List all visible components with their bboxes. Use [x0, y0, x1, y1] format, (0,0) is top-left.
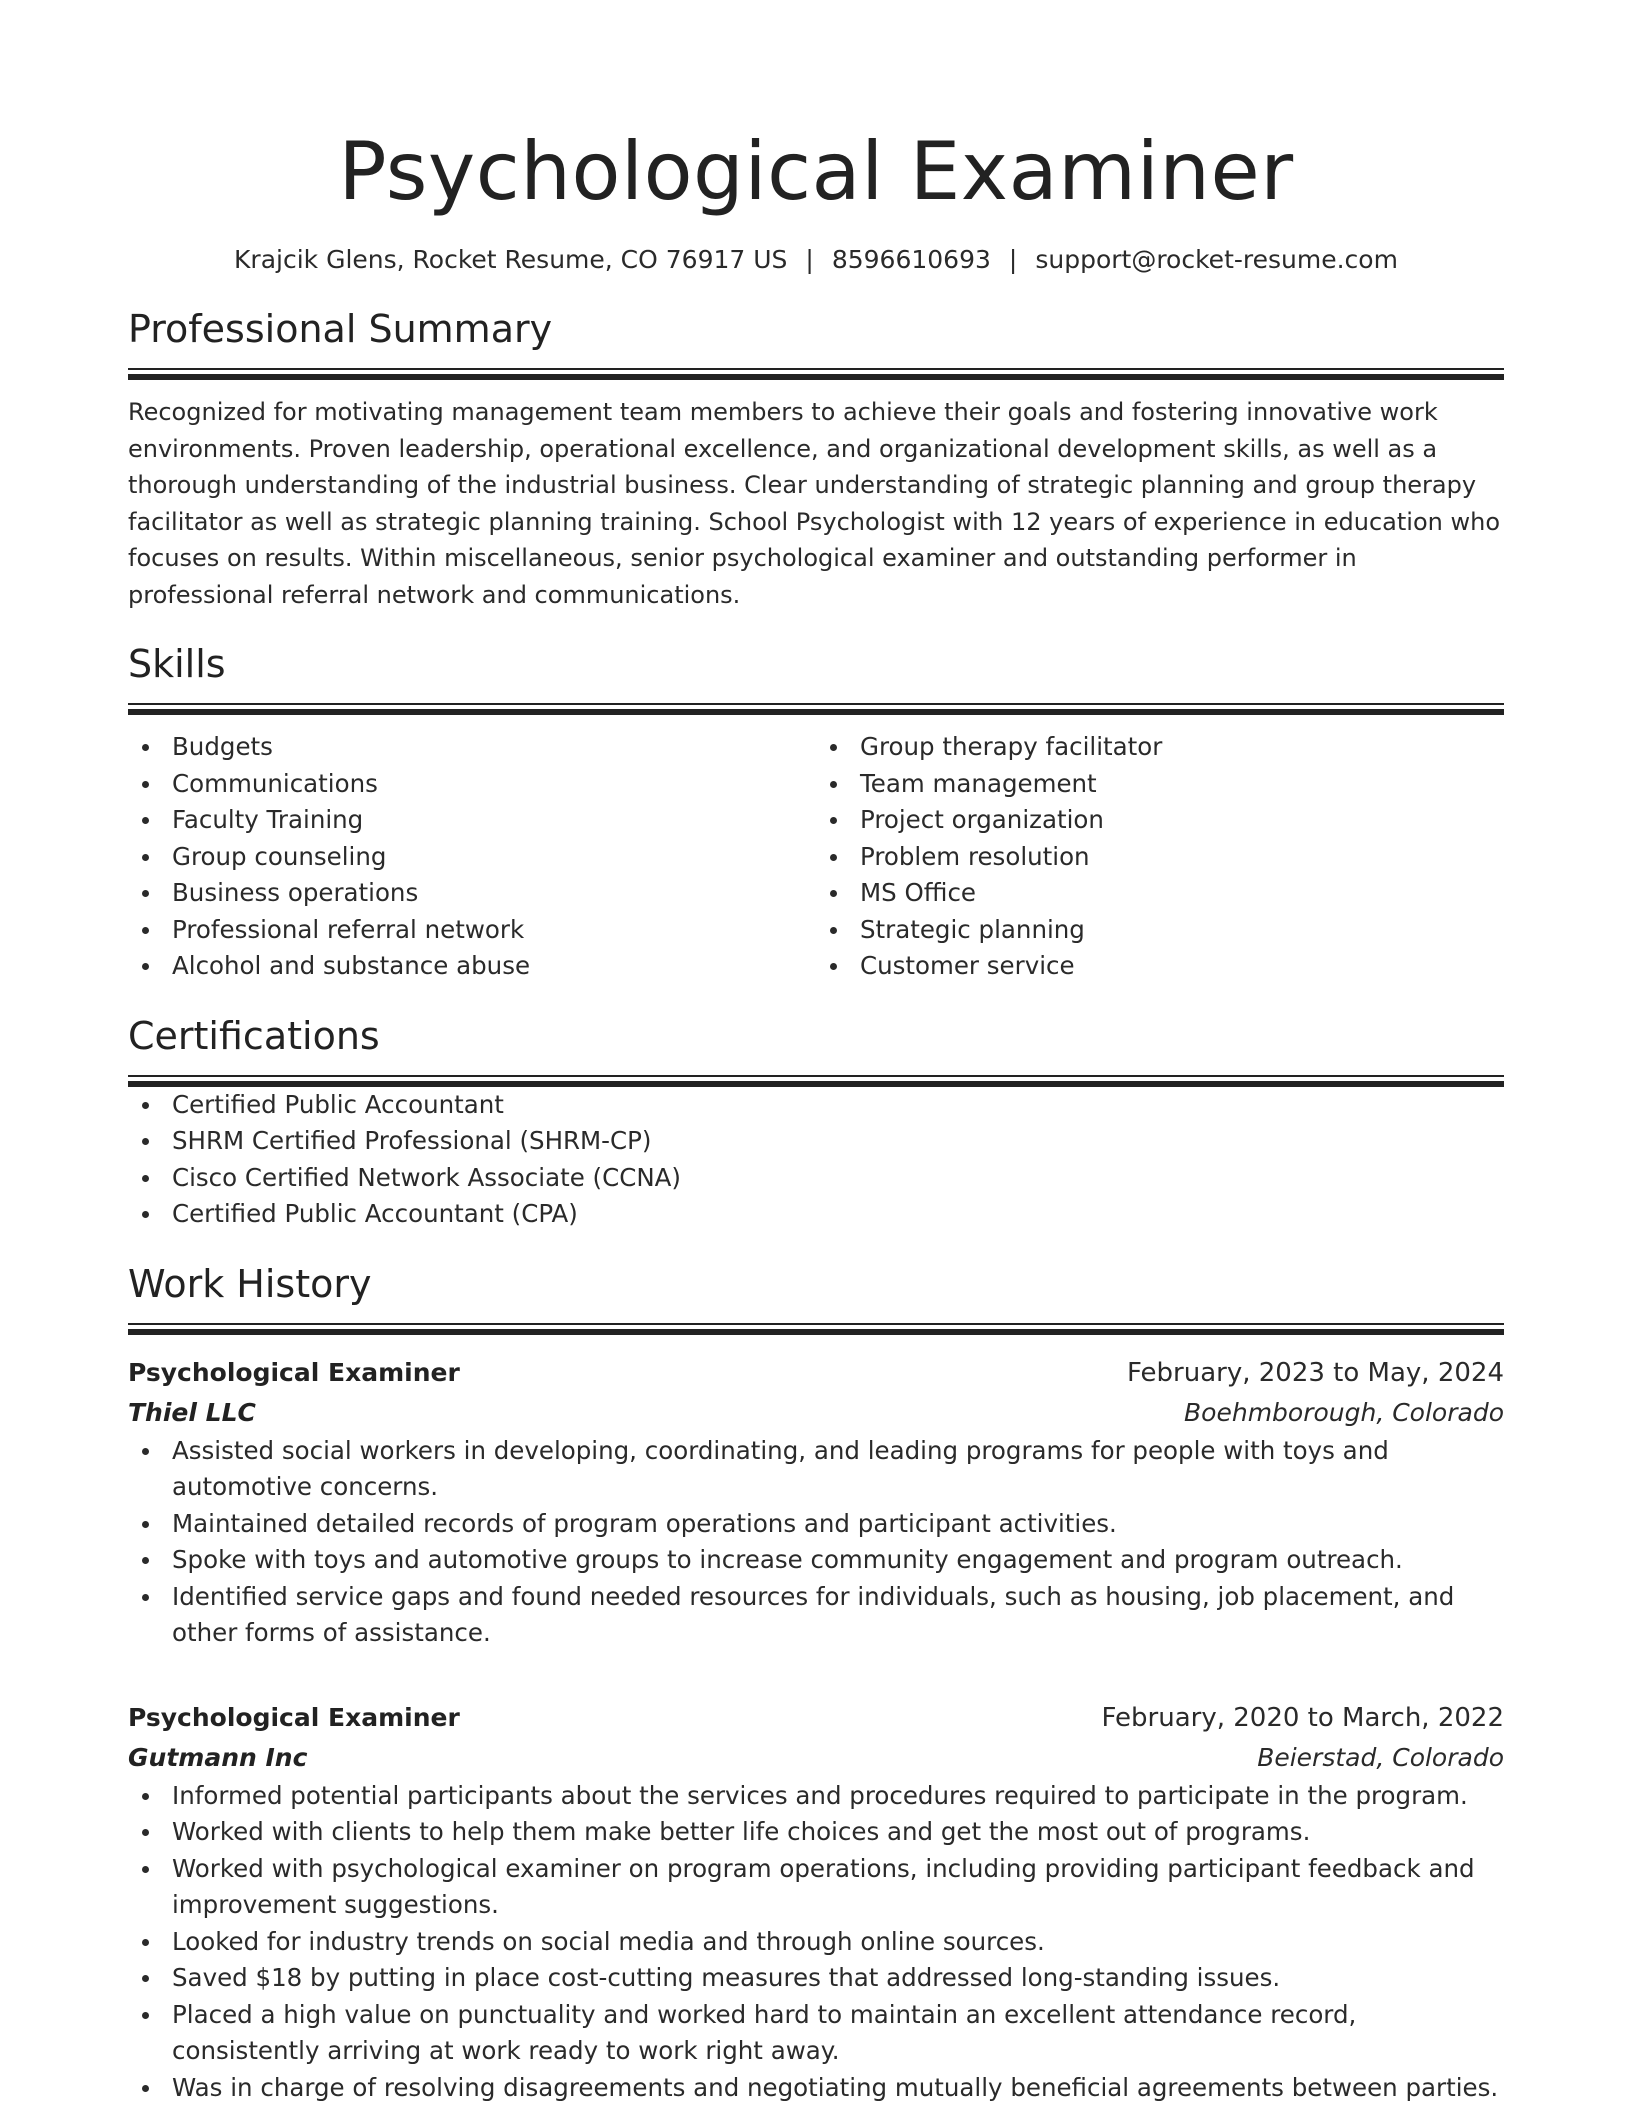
skill-item: Project organization — [860, 802, 1504, 839]
job-duty-item: Saved $18 by putting in place cost-cutting measures that addressed long-standing issues. — [172, 1960, 1504, 1997]
job-dates: February, 2023 to May, 2024 — [1127, 1357, 1504, 1388]
certification-item: Cisco Certified Network Associate (CCNA) — [172, 1160, 1504, 1197]
job-duty-item: Identified service gaps and found needed resources for individuals, such as housing, job placement, and other forms of assistance. — [172, 1579, 1504, 1652]
skill-item: Group therapy facilitator — [860, 729, 1504, 766]
job-duty-item: Placed a high value on punctuality and worked hard to maintain an excellent attendance record, consistently arriving at work ready to work right away. — [172, 1997, 1504, 2070]
skill-item: Strategic planning — [860, 912, 1504, 949]
job-dates: February, 2020 to March, 2022 — [1101, 1702, 1504, 1733]
skill-item: Group counseling — [172, 839, 816, 876]
contact-phone: 8596610693 — [831, 245, 991, 274]
job-duty-item: Assisted social workers in developing, coordinating, and leading programs for people with toys and automotive concerns. — [172, 1433, 1504, 1506]
contact-line — [128, 242, 1504, 278]
skills-grid — [128, 729, 1504, 985]
section-title: Work History — [128, 1261, 372, 1306]
skill-item: MS Office — [860, 875, 1504, 912]
skill-item: Budgets — [172, 729, 816, 766]
resume-page — [128, 0, 1504, 2106]
job-duty-item: Maintained detailed records of program operations and participant activities. — [172, 1506, 1504, 1543]
skill-item: Problem resolution — [860, 839, 1504, 876]
job-duty-item: Worked with clients to help them make better life choices and get the most out of programs. — [172, 1814, 1504, 1851]
job-company: Thiel LLC — [128, 1397, 256, 1427]
job-header-row — [128, 1353, 1504, 1393]
section-divider — [128, 368, 1504, 380]
contact-address: Krajcik Glens, Rocket Resume, CO 76917 US — [234, 245, 788, 274]
job-duty-item: Was in charge of resolving disagreements and negotiating mutually beneficial agreements between parties. — [172, 2070, 1504, 2107]
contact-separator: | — [1008, 245, 1018, 274]
job-company: Gutmann Inc — [128, 1742, 308, 1772]
job-company-row — [128, 1738, 1504, 1778]
candidate-name: Psychological Examiner — [338, 125, 1294, 218]
section-title: Certifications — [128, 1013, 380, 1058]
section-professional-summary — [128, 304, 1504, 613]
job-location: Boehmborough, Colorado — [1184, 1397, 1504, 1427]
section-divider — [128, 1075, 1504, 1087]
job-title: Psychological Examiner — [128, 1702, 460, 1732]
summary-text: Recognized for motivating management team members to achieve their goals and fostering innovative work environments. Proven leadership, operational excellence, and organizational development skills, as well as a thorough understanding of the industrial business. Clear understanding of strategic planning and group therapy facilitator as well as strategic planning training. School Psychologist with 12 years of experience in education who focuses on results. Within miscellaneous, senior psychological examiner and outstanding performer in professional referral network and communications. — [128, 398, 1500, 609]
job-company-row — [128, 1393, 1504, 1433]
job-duty-item: Informed potential participants about the services and procedures required to participate in the program. — [172, 1778, 1504, 1815]
job-header-row — [128, 1698, 1504, 1738]
job-duty-item: Spoke with toys and automotive groups to increase community engagement and program outreach. — [172, 1542, 1504, 1579]
contact-separator: | — [805, 245, 814, 274]
job-duty-item: Looked for industry trends on social media and through online sources. — [172, 1924, 1504, 1961]
section-title: Skills — [128, 642, 226, 686]
job-entry — [128, 1353, 1504, 1652]
section-divider — [128, 1323, 1504, 1335]
section-certifications — [128, 1011, 1504, 1233]
certification-item: SHRM Certified Professional (SHRM-CP) — [172, 1123, 1504, 1160]
section-skills — [128, 639, 1504, 985]
certification-item: Certified Public Accountant (CPA) — [172, 1196, 1504, 1233]
skills-list-right — [816, 729, 1504, 985]
job-duties-list — [128, 1433, 1504, 1652]
skill-item: Alcohol and substance abuse — [172, 948, 816, 985]
skill-item: Team management — [860, 766, 1504, 803]
job-title: Psychological Examiner — [128, 1357, 460, 1387]
skill-item: Customer service — [860, 948, 1504, 985]
skills-list-left — [128, 729, 816, 985]
skill-item: Business operations — [172, 875, 816, 912]
section-divider — [128, 703, 1504, 715]
job-location: Beierstad, Colorado — [1257, 1742, 1504, 1772]
job-duty-item: Worked with psychological examiner on program operations, including providing participant feedback and improvement suggestions. — [172, 1851, 1504, 1924]
section-title: Professional Summary — [128, 307, 553, 351]
job-entry — [128, 1698, 1504, 2107]
contact-email: support@rocket-resume.com — [1035, 245, 1398, 274]
certification-item: Certified Public Accountant — [172, 1087, 1504, 1124]
certifications-list — [128, 1087, 1504, 1233]
skill-item: Professional referral network — [172, 912, 816, 949]
job-duties-list — [128, 1778, 1504, 2107]
section-work-history — [128, 1259, 1504, 2107]
skill-item: Faculty Training — [172, 802, 816, 839]
skill-item: Communications — [172, 766, 816, 803]
resume-header — [128, 120, 1504, 278]
